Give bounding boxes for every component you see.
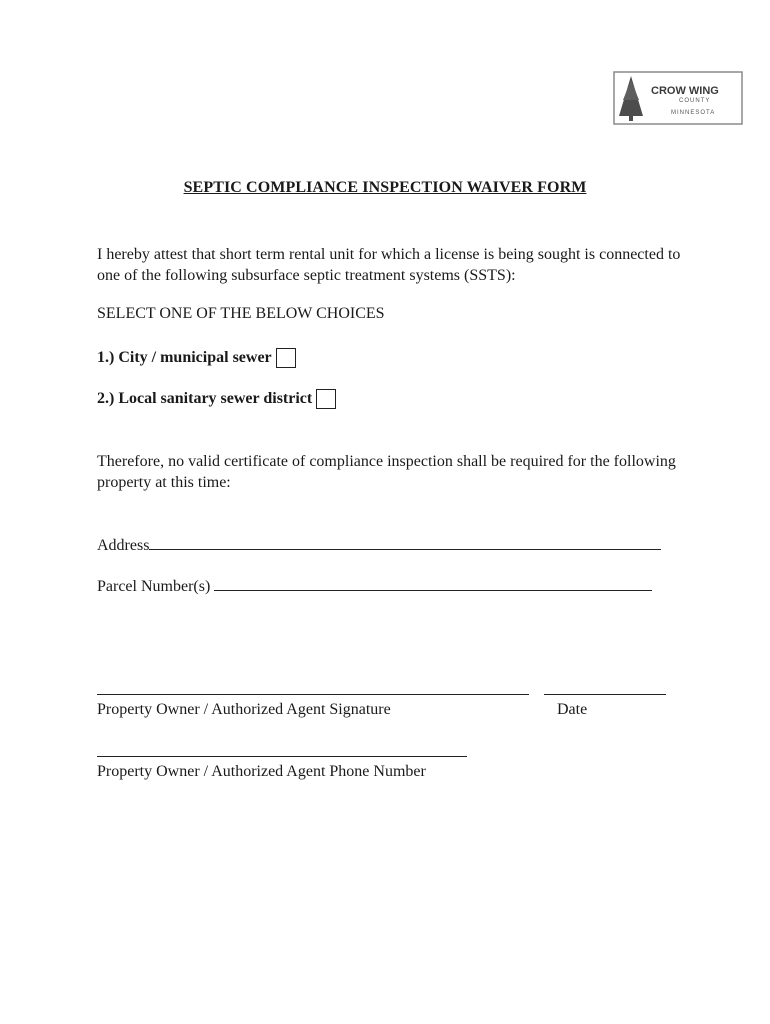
- parcel-field: [97, 576, 652, 596]
- form-title: SEPTIC COMPLIANCE INSPECTION WAIVER FORM: [183, 179, 587, 196]
- date-line[interactable]: [544, 694, 666, 695]
- phone-caption: Property Owner / Authorized Agent Phone Number: [97, 763, 426, 780]
- signature-line[interactable]: [97, 694, 529, 695]
- logo-text-crow-wing: CROW WING: [651, 85, 719, 97]
- tree-logo-icon: [613, 70, 743, 126]
- therefore-paragraph: Therefore, no valid certificate of compliance inspection shall be required for the following property at this time:: [97, 453, 676, 491]
- choice-city-sewer: [97, 346, 296, 370]
- signature-caption: Property Owner / Authorized Agent Signature: [97, 701, 391, 718]
- parcel-label: Parcel Number(s): [97, 578, 211, 595]
- select-instructions: SELECT ONE OF THE BELOW CHOICES: [97, 305, 385, 322]
- crow-wing-county-logo: [613, 70, 743, 126]
- parcel-input-line[interactable]: [214, 576, 652, 591]
- choice-city-sewer-label: 1.) City / municipal sewer: [97, 349, 272, 366]
- address-field: [97, 535, 661, 555]
- choice-sanitary-district-label: 2.) Local sanitary sewer district: [97, 390, 313, 407]
- logo-text-minnesota: MINNESOTA: [671, 110, 716, 116]
- date-caption: Date: [557, 701, 588, 718]
- city-sewer-checkbox[interactable]: [276, 348, 296, 368]
- address-input-line[interactable]: [149, 535, 661, 550]
- logo-text-county: COUNTY: [679, 98, 711, 104]
- sanitary-district-checkbox[interactable]: [316, 389, 336, 409]
- phone-line[interactable]: [97, 756, 467, 757]
- address-label: Address: [97, 537, 150, 554]
- choice-sanitary-district: [97, 387, 336, 411]
- attestation-paragraph: I hereby attest that short term rental unit for which a license is being sought is connected to one of the following subsurface septic treatment systems (SSTS):: [97, 246, 681, 284]
